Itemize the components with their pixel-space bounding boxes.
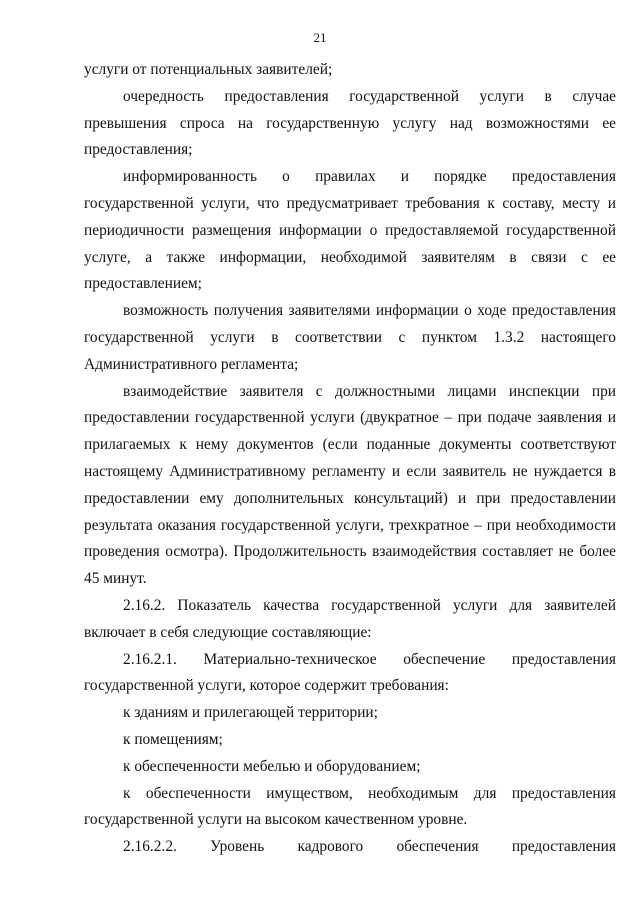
list-item-property: к обеспеченности имуществом, необходимым для предоставления государственной услуги на высоком качественном уровне. [84, 784, 616, 829]
page-number: 21 [313, 30, 327, 45]
list-item-furniture: к обеспеченности мебелью и оборудованием; [123, 757, 421, 775]
paragraph-2-16-2-1: 2.16.2.1. Материально-техническое обеспечение предоставления государственной услуги, которое содержит требования: [84, 650, 616, 695]
paragraph-informedness: информированность о правилах и порядке предоставления государственной услуги, что предусматривает требования к составу, месту и периодичности размещения информации о предоставляемой государственной услуге, а также информации, необходимой заявителям в связи с ее предоставлением; [84, 168, 616, 293]
paragraph-progress-info: возможность получения заявителями информации о ходе предоставления государственной услуги в соответствии с пунктом 1.3.2 настоящего Административного регламента; [84, 302, 616, 373]
list-item-premises: к помещениям; [123, 730, 223, 748]
list-item-buildings: к зданиям и прилегающей территории; [123, 704, 378, 722]
paragraph-continued: услуги от потенциальных заявителей; [84, 61, 333, 78]
document-body [84, 57, 616, 861]
paragraph-queue: очередность предоставления государственной услуги в случае превышения спроса на государственную услугу над возможностями ее предоставления; [84, 87, 616, 159]
paragraph-2-16-2: 2.16.2. Показатель качества государственной услуги для заявителей включает в себя следующие составляющие: [84, 596, 616, 641]
paragraph-interaction: взаимодействие заявителя с должностными лицами инспекции при предоставлении государственной услуги (двукратное – при подаче заявления и прилагаемых к нему документов (если поданные документы соответствуют настоящему Административному регламенту и если заявитель не нуждается в предоставлении ему дополнительных консультаций) и при предоставлении результата оказания государственной услуги, трехкратное – при необходимости проведения осмотра). Продолжительность взаимодействия составляет не более 45 минут. [84, 382, 616, 588]
paragraph-2-16-2-2: 2.16.2.2. Уровень кадрового обеспечения предоставления [123, 838, 616, 856]
